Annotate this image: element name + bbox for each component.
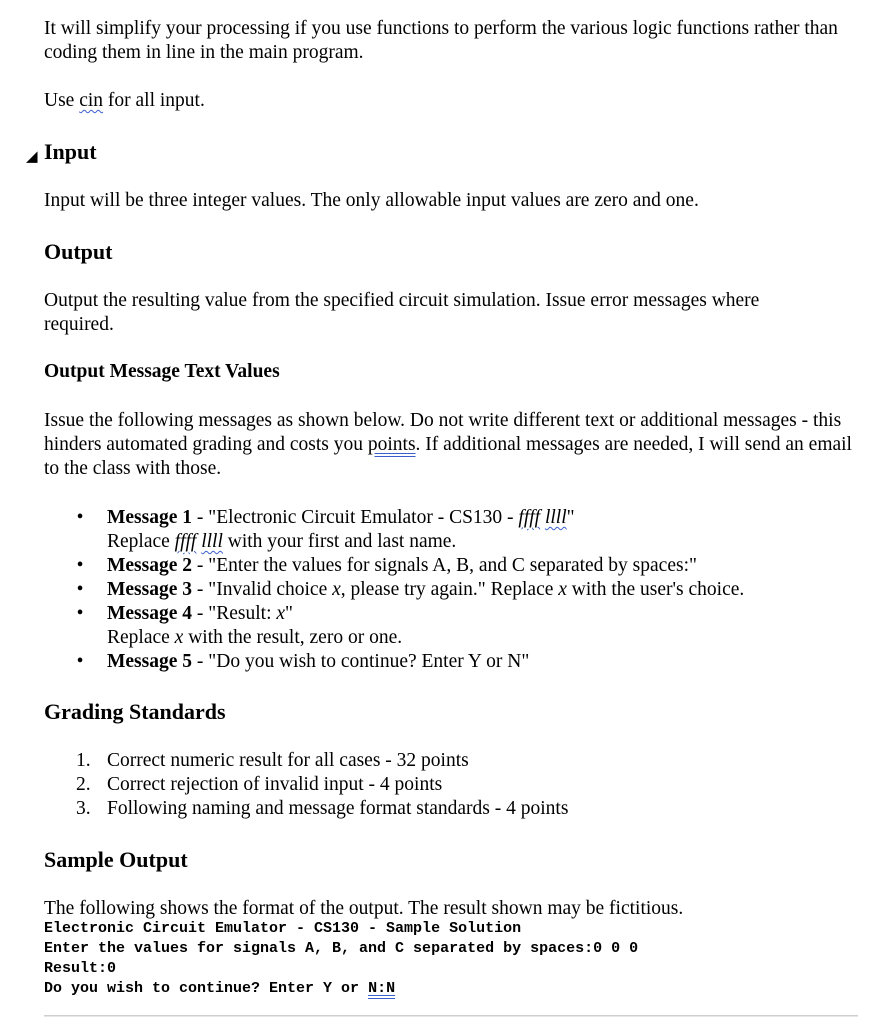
grading-number: 2. [76, 774, 91, 795]
grading-heading: Grading Standards [44, 699, 226, 724]
intro-paragraph: It will simplify your processing if you use functions to perform the various logic functions rather than coding them in line in the main program. [44, 18, 838, 63]
sample-line-1: Electronic Circuit Emulator - CS130 - Sample Solution [44, 920, 522, 937]
message-5-text: - "Do you wish to continue? Enter Y or N" [192, 651, 530, 672]
horizontal-divider [44, 1015, 858, 1017]
bullet-icon: • [76, 579, 84, 600]
list-item-message-4 [74, 602, 744, 650]
output-heading: Output [44, 239, 113, 264]
bullet-icon: • [76, 555, 84, 576]
message-1-replace-first: ffff [174, 531, 197, 552]
bullet-icon: • [76, 507, 84, 528]
cin-code-word: cin [79, 90, 104, 111]
sample-output-heading: Sample Output [44, 847, 188, 872]
message-1-text: - "Electronic Circuit Emulator - CS130 - [192, 507, 519, 528]
message-4-replace-var: x [174, 627, 184, 648]
cin-text-pre: Use [44, 90, 80, 111]
bullet-icon: • [76, 603, 84, 624]
message-1-last: llll [544, 507, 567, 528]
messages-description [44, 409, 855, 481]
message-2-label: Message 2 [107, 555, 193, 576]
list-item-grading-1 [76, 749, 568, 773]
message-4-replace-pre: Replace [107, 627, 175, 648]
bullet-icon: • [76, 651, 84, 672]
input-description: Input will be three integer values. The only allowable input values are zero and one. [44, 190, 699, 211]
message-3-var2: x [558, 579, 567, 600]
message-3-label: Message 3 [107, 579, 193, 600]
grading-number: 3. [76, 798, 91, 819]
message-3-text-post: with the user's choice. [566, 579, 745, 600]
collapse-triangle-icon[interactable]: ◢ [26, 149, 38, 165]
grading-text: Correct rejection of invalid input - 4 points [107, 774, 443, 795]
list-item-message-2 [74, 554, 744, 578]
list-item-message-5 [74, 650, 744, 674]
list-item-message-3 [74, 578, 744, 602]
message-1-first: ffff [518, 507, 541, 528]
messages-heading: Output Message Text Values [44, 361, 280, 382]
points-word: points [367, 434, 416, 455]
grading-number: 1. [76, 750, 91, 771]
message-2-text: - "Enter the values for signals A, B, and C separated by spaces:" [192, 555, 697, 576]
sample-line-3: Result:0 [44, 960, 117, 977]
list-item-message-1 [74, 506, 744, 554]
list-item-grading-3 [76, 797, 568, 821]
grading-text: Following naming and message format standards - 4 points [107, 798, 569, 819]
message-4-text-post: " [285, 603, 293, 624]
list-item-grading-2 [76, 773, 568, 797]
message-4-label: Message 4 [107, 603, 193, 624]
sample-line-4-answer: N:N [368, 980, 396, 997]
message-1-replace-last: llll [201, 531, 223, 552]
grading-text: Correct numeric result for all cases - 32 points [107, 750, 469, 771]
message-1-label: Message 1 [107, 507, 193, 528]
cin-paragraph [44, 89, 855, 113]
message-1-close: " [566, 507, 575, 528]
messages-list [74, 506, 744, 674]
output-description: Output the resulting value from the specified circuit simulation. Issue error messages where required. [44, 290, 760, 335]
sample-line-2: Enter the values for signals A, B, and C separated by spaces:0 0 0 [44, 940, 639, 957]
messages-text-pre: Issue the following messages as shown below. Do not write different text or additional messages - this hinders automated grading and costs you [44, 410, 842, 455]
message-1-replace-pre: Replace [107, 531, 175, 552]
input-heading: Input [44, 139, 97, 164]
message-5-label: Message 5 [107, 651, 193, 672]
sample-line-4-text: Do you wish to continue? Enter Y or [44, 980, 369, 997]
messages-text-post: . If additional messages are needed, I will send an email to the class with those. [44, 434, 852, 479]
message-4-text-pre: - "Result: [192, 603, 277, 624]
message-4-var: x [276, 603, 286, 624]
message-3-var: x [332, 579, 341, 600]
sample-output-description: The following shows the format of the output. The result shown may be fictitious. [44, 898, 684, 919]
message-3-text-mid: , please try again." Replace [340, 579, 559, 600]
grading-list [76, 749, 568, 821]
cin-text-post: for all input. [103, 90, 205, 111]
message-3-text-pre: - "Invalid choice [192, 579, 333, 600]
message-4-replace-post: with the result, zero or one. [183, 627, 403, 648]
sample-line-4 [44, 979, 395, 999]
message-1-replace-post: with your first and last name. [222, 531, 457, 552]
